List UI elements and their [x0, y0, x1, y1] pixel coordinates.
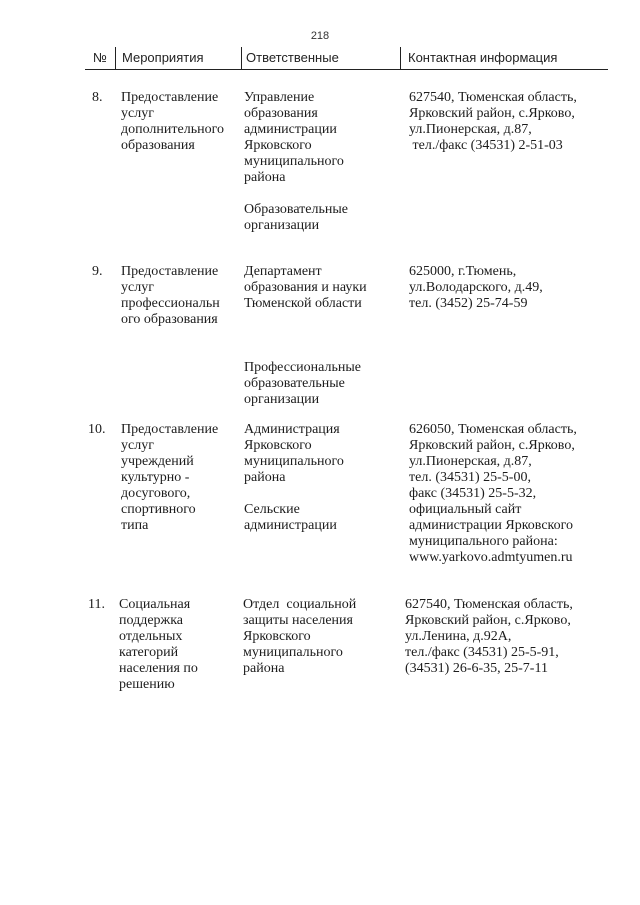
header-activities: Мероприятия [122, 50, 204, 65]
contacts-cell: 626050, Тюменская область, Ярковский район, с.Ярково, ул.Пионерская, д.87, тел. (34531) 25-5-00, факс (34531) 25-5-32, официальный сайт администрации Ярковского муниципального района: www.yarkovo.admtyumen.ru [409, 422, 577, 565]
contacts-cell: 627540, Тюменская область, Ярковский район, с.Ярково, ул.Пионерская, д.87, тел./факс (34531) 2-51-03 [409, 90, 577, 153]
responsible-cell: Администрация Ярковского муниципального района Сельские администрации [244, 422, 344, 533]
row-number: 11. [88, 597, 105, 612]
header-divider [115, 47, 116, 69]
row-number: 10. [88, 422, 106, 437]
header-number: № [93, 50, 107, 65]
table-header [85, 47, 608, 70]
contacts-cell: 627540, Тюменская область, Ярковский район, с.Ярково, ул.Ленина, д.92А, тел./факс (34531) 25-5-91, (34531) 26-6-35, 25-7-11 [405, 597, 573, 676]
header-divider [400, 47, 401, 69]
activity-cell: Предоставление услуг учреждений культурно - досугового, спортивного типа [121, 422, 219, 533]
responsible-cell: Управление образования администрации Ярковского муниципального района Образовательные организации [244, 90, 348, 233]
responsible-cell: Департамент образования и науки Тюменской области Профессиональные образовательные организации [244, 264, 367, 407]
header-divider [241, 47, 242, 69]
activity-cell: Социальная поддержка отдельных категорий населения по решению [119, 597, 198, 692]
header-contacts: Контактная информация [408, 50, 558, 65]
contacts-cell: 625000, г.Тюмень, ул.Володарского, д.49, тел. (3452) 25-74-59 [409, 264, 543, 311]
activity-cell: Предоставление услуг профессиональн ого образования [121, 264, 220, 327]
page-number: 218 [310, 30, 330, 42]
activity-cell: Предоставление услуг дополнительного образования [121, 90, 224, 153]
row-number: 9. [92, 264, 103, 279]
row-number: 8. [92, 90, 103, 105]
header-responsible: Ответственные [246, 50, 339, 65]
responsible-cell: Отдел социальной защиты населения Ярковского муниципального района [243, 597, 357, 676]
